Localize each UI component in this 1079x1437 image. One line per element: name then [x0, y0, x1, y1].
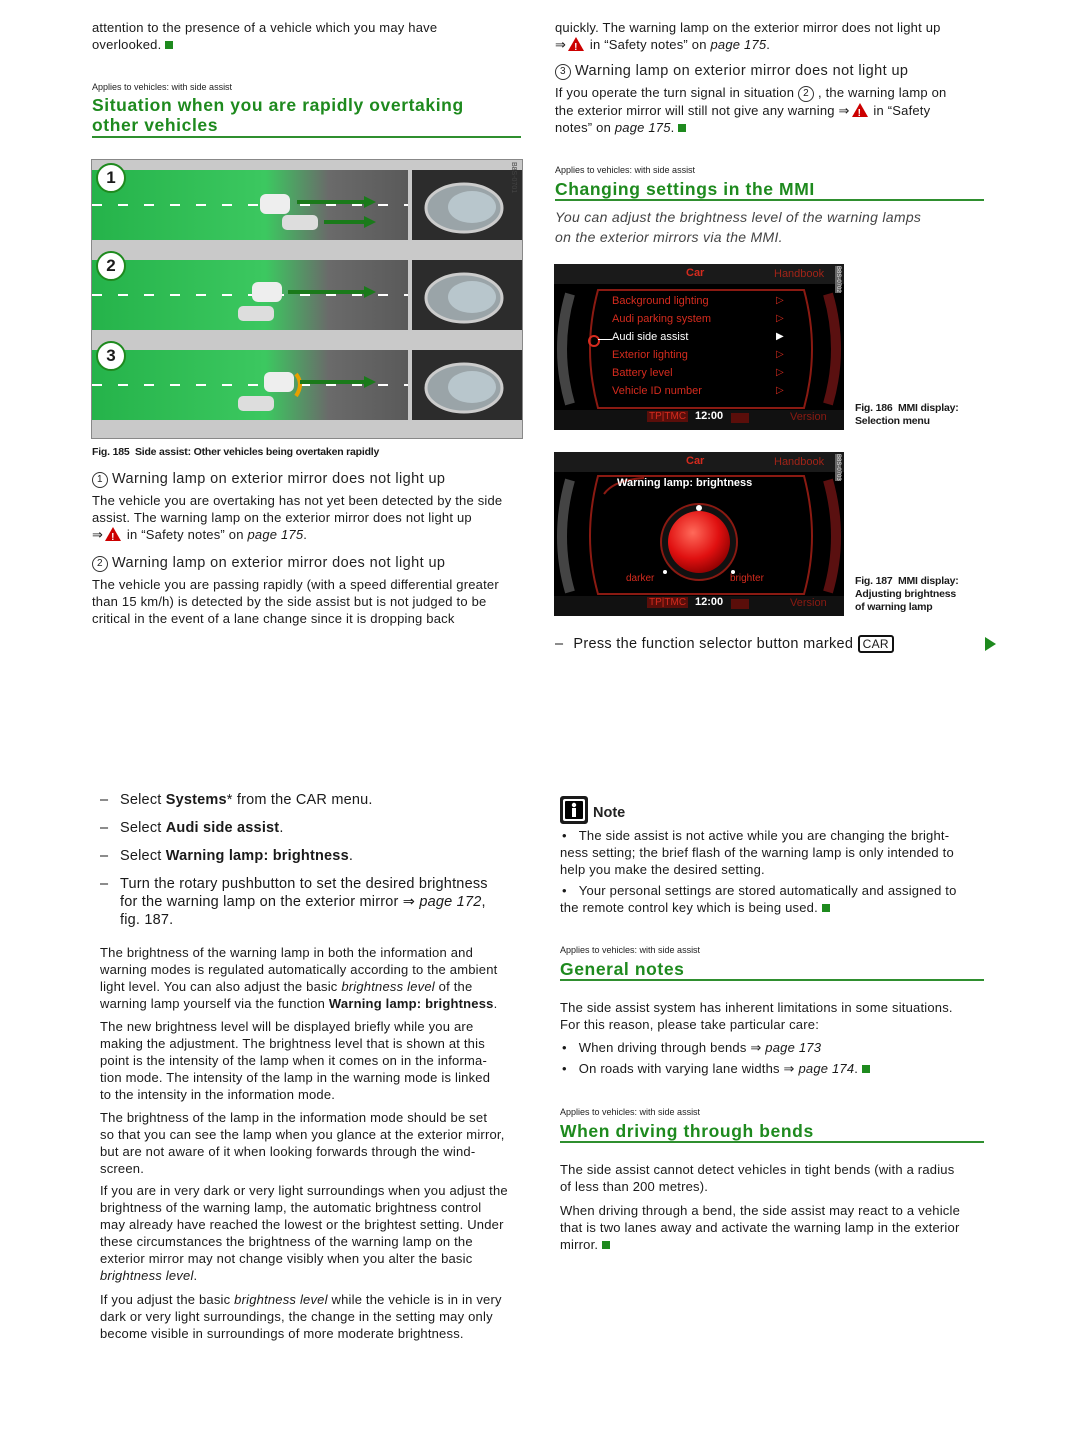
submenu-arrow-icon: ▷ — [776, 367, 784, 378]
text: in “Safety notes” on — [586, 37, 711, 52]
heading-text: Warning lamp on exterior mirror does not light up — [575, 63, 909, 79]
submenu-arrow-icon: ▷ — [776, 349, 784, 360]
applies-label: Applies to vehicles: with side assist — [555, 165, 696, 175]
title-line: other vehicles — [92, 115, 219, 135]
figure-185 — [91, 159, 523, 439]
info-figure — [561, 797, 587, 823]
title-line: Situation when you are rapidly overtaking — [92, 95, 464, 115]
mmi-menu-item[interactable]: Vehicle ID number — [612, 385, 702, 397]
text-line: overlooked. — [92, 37, 162, 52]
submenu-arrow-icon: ▷ — [776, 295, 784, 306]
steps-list — [100, 791, 525, 929]
title-rule — [92, 136, 521, 138]
item-2-body — [92, 576, 522, 627]
note-item: • Your personal settings are stored automatically and assigned to the remote control key which is being used. — [560, 883, 957, 915]
tab-handbook[interactable]: Handbook — [774, 268, 825, 280]
title-rule — [560, 979, 984, 981]
text: If you operate the turn signal in situation — [555, 85, 795, 100]
submenu-arrow-icon: ▷ — [776, 313, 784, 324]
mmi-frame — [554, 264, 844, 430]
menu-term: Systems — [165, 792, 227, 808]
page-reference-link[interactable]: page 175 — [710, 37, 767, 52]
mmi-menu-item[interactable]: Audi side assist — [612, 331, 689, 343]
continue-arrow-icon — [985, 637, 996, 651]
note-item: • The side assist is not active while you are changing the bright- ness setting; the brief flash of the warning lamp is only intended to help you make the desired setting. — [560, 828, 954, 877]
heading-text: Warning lamp on exterior mirror does not light up — [112, 471, 446, 487]
applies-label: Applies to vehicles: with side assist — [92, 82, 233, 92]
page-reference-link[interactable]: page 173 — [765, 1040, 822, 1055]
caption-text: Adjusting brightness — [855, 588, 957, 600]
figure-number: Fig. 185 — [92, 446, 130, 458]
section-title: When driving through bends — [560, 1121, 814, 1141]
text-line: critical in the event of a lane change since it is dropping back — [92, 611, 455, 626]
text: in “Safety — [869, 103, 931, 118]
caption-text: Side assist: Other vehicles being overtaken rapidly — [134, 446, 380, 458]
clock: 12:00 — [695, 410, 724, 422]
page-reference-link[interactable]: page 174 — [798, 1061, 855, 1076]
warning-triangle-icon — [568, 37, 584, 51]
status-tp-tmc: TP|TMC — [649, 411, 687, 422]
submenu-arrow-icon: ▷ — [776, 385, 784, 396]
text: the exterior mirror will still not give any warning ⇒ — [555, 103, 850, 118]
right-continuation: quickly. The warning lamp on the exterior mirror does not light up ⇒! in “Safety notes” on page 175. — [555, 19, 985, 53]
item-number: 2 — [92, 556, 108, 572]
general-notes-body: The side assist system has inherent limitations in some situations. For this reason, please take particular care: • When driving through bends ⇒ page 173 • On roads with varying lane widths ⇒ page 174. — [560, 999, 985, 1077]
text-line: attention to the presence of a vehicle which you may have — [92, 20, 438, 35]
caption-text: MMI display: — [897, 402, 959, 414]
clock: 12:00 — [695, 596, 724, 608]
scenario-label: 3 — [96, 341, 126, 371]
item-number: 2 — [798, 86, 814, 102]
version-label: Version — [790, 597, 827, 609]
bullet-item: • On roads with varying lane widths ⇒ page 174. — [560, 1060, 985, 1077]
signal-icon — [731, 599, 749, 609]
scenario-label: 2 — [96, 251, 126, 281]
caption-text: MMI display: — [897, 575, 959, 587]
page-reference-link[interactable]: page 175 — [614, 120, 671, 135]
menu-term: Audi side assist — [165, 820, 280, 836]
step-item: – Select Warning lamp: brightness. — [100, 848, 354, 864]
arrow: ⇒ — [555, 37, 567, 52]
tab-car[interactable]: Car — [686, 455, 705, 467]
section-title — [92, 95, 522, 135]
version-label: Version — [790, 411, 827, 423]
mmi-menu-item[interactable]: Audi parking system — [612, 313, 712, 325]
step-item: – Select Audi side assist. — [100, 820, 284, 836]
note-title: Note — [593, 805, 626, 821]
text-line: assist. The warning lamp on the exterior mirror does not light up — [92, 510, 472, 525]
figure-caption — [855, 402, 959, 428]
figure-id: B8S-0701 — [510, 162, 517, 194]
figure-caption — [92, 446, 379, 458]
bullet-item: • When driving through bends ⇒ page 173 — [562, 1040, 822, 1055]
intro-text — [555, 207, 985, 247]
mmi-selection-screen — [554, 264, 844, 430]
item-heading — [555, 63, 908, 80]
page-reference-link[interactable]: page 175 — [247, 527, 304, 542]
heading-text: Warning lamp on exterior mirror does not light up — [112, 555, 446, 571]
warning-triangle-icon — [105, 527, 121, 541]
menu-term: Warning lamp: brightness — [165, 848, 349, 864]
mmi-menu-item[interactable]: Battery level — [612, 367, 673, 379]
step-item: – Select Systems* from the CAR menu. — [100, 792, 373, 808]
mmi-menu-item[interactable]: Exterior lighting — [612, 349, 688, 361]
scenario-label: 1 — [96, 163, 126, 193]
press-step — [555, 635, 894, 653]
note-icon — [560, 796, 588, 824]
caption-text: Selection menu — [855, 415, 930, 427]
arrow: ⇒ — [92, 527, 104, 542]
end-square-icon — [165, 41, 173, 49]
item-heading — [92, 555, 445, 572]
text-line: You can adjust the brightness level of the warning lamps — [555, 209, 922, 225]
text: , the warning lamp on — [817, 85, 947, 100]
rotary-position-icon — [588, 335, 600, 347]
end-square-icon — [862, 1065, 870, 1073]
text-line: The vehicle you are passing rapidly (with a speed differential greater — [92, 577, 499, 592]
warning-triangle-icon — [852, 103, 868, 117]
figure-number: Fig. 187 — [855, 575, 893, 587]
note-list — [560, 827, 985, 916]
paragraph-information-mode: The brightness of the lamp in the information mode should be set so that you can see the lamp when you glance at the exterior mirror, but are not aware of it when looking forwards through the wind- screen. — [100, 1110, 505, 1176]
applies-label: Applies to vehicles: with side assist — [560, 945, 701, 955]
tab-car[interactable]: Car — [686, 267, 705, 279]
step-text: Press the function selector button marked — [573, 636, 854, 652]
bends-paragraph-1: The side assist cannot detect vehicles in tight bends (with a radius of less than 200 metres). — [560, 1162, 955, 1194]
tab-handbook[interactable]: Handbook — [774, 456, 825, 468]
mmi-menu-item[interactable]: Background lighting — [612, 295, 709, 307]
overtaking-illustration — [92, 160, 522, 438]
section-title: Changing settings in the MMI — [555, 179, 815, 199]
end-square-icon — [678, 124, 686, 132]
caption-text: of warning lamp — [855, 601, 933, 613]
end-square-icon — [822, 904, 830, 912]
bends-paragraph-2: When driving through a bend, the side assist may react to a vehicle that is two lanes away and activate the warning lamp in the exterior mirror. — [560, 1203, 960, 1252]
scenario-3 — [92, 350, 522, 420]
darker-label: darker — [626, 573, 655, 584]
paragraph-dark-surroundings: If you are in very dark or very light surroundings when you adjust the brightness of the warning lamp, the automatic brightness control may already have reached the lowest or the brightest setting. Under these circumstances the brightness of the warning lamp on the exterior mirror may not change visibly when you alter the basic brightness level. — [100, 1183, 508, 1283]
text-line: quickly. The warning lamp on the exterior mirror does not light up — [555, 20, 941, 35]
text-line: on the exterior mirrors via the MMI. — [555, 229, 783, 245]
selection-pointer — [598, 339, 612, 340]
scenario-2 — [92, 260, 522, 330]
dash: – — [555, 636, 564, 652]
title-rule — [560, 1141, 984, 1143]
brighter-label: brighter — [730, 573, 764, 584]
item-heading — [92, 471, 445, 488]
status-tp-tmc: TP|TMC — [649, 597, 687, 608]
scenario-1 — [92, 170, 522, 240]
text-line: than 15 km/h) is detected by the side assist but is not judged to be — [92, 594, 487, 609]
paragraph-brightness: The brightness of the warning lamp in both the information and warning modes is regulated automatically according to the ambient light level. You can also adjust the basic brightness level of the warning lamp yourself via the function Warning lamp: brightness. — [100, 945, 498, 1011]
signal-icon — [731, 413, 749, 423]
paragraph-new-level: The new brightness level will be displayed briefly while you are making the adjustment. The brightness level that is shown at this point is the intensity of the lamp when it comes on in the informa- tion mode. The intensity of the lamp in the warning mode is linked to the intensity in the information mode. — [100, 1019, 491, 1102]
left-continuation — [92, 19, 522, 53]
figure-id: B8S-0703 — [835, 454, 841, 481]
item-3-body: If you operate the turn signal in situation 2 , the warning lamp on the exterior mirror will still not give any warning ⇒! in “Safety notes” on page 175. — [555, 84, 985, 136]
end-square-icon — [602, 1241, 610, 1249]
step-item: – Turn the rotary pushbutton to set the desired brightness for the warning lamp on the exterior mirror ⇒ page 172, fig. 187. — [100, 876, 488, 928]
mmi-brightness-screen — [554, 452, 844, 616]
screen-title: Warning lamp: brightness — [617, 477, 753, 489]
submenu-arrow-icon: ▶ — [776, 331, 784, 342]
page-reference-link[interactable]: page 172 — [419, 894, 482, 910]
figure-id: B8S-0702 — [835, 266, 841, 293]
title-rule — [555, 199, 984, 201]
text: in “Safety notes” on — [123, 527, 248, 542]
section-title: General notes — [560, 959, 685, 979]
item-number: 3 — [555, 64, 571, 80]
item-number: 1 — [92, 472, 108, 488]
item-1-body: The vehicle you are overtaking has not yet been detected by the side assist. The warning lamp on the exterior mirror does not light up ⇒! in “Safety notes” on page 175. — [92, 492, 522, 543]
text: notes” on — [555, 120, 615, 135]
figure-caption — [855, 575, 959, 614]
paragraph-adjust-basic: If you adjust the basic brightness level while the vehicle is in in very dark or very light surroundings, the change in the setting may only become visible in surroundings of more moderate brightness. — [100, 1292, 502, 1341]
applies-label: Applies to vehicles: with side assist — [560, 1107, 701, 1117]
figure-number: Fig. 186 — [855, 402, 893, 414]
text-line: The vehicle you are overtaking has not yet been detected by the side — [92, 493, 503, 508]
car-button-label: CAR — [858, 635, 894, 653]
